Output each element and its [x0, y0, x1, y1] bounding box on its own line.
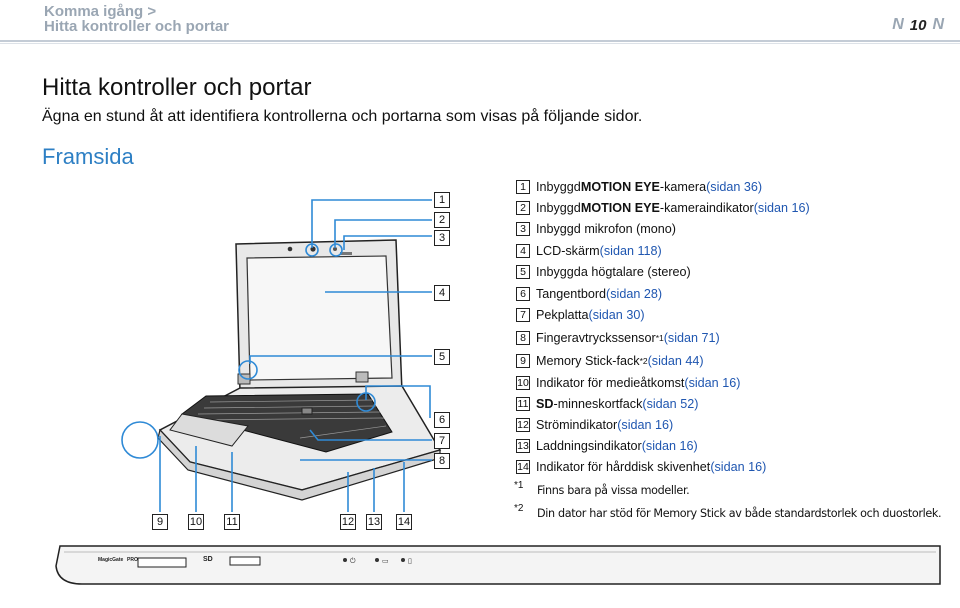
item-number-badge: 13 — [517, 439, 529, 452]
item-number-badge: 14 — [517, 460, 529, 473]
item-number-badge: 1 — [516, 180, 530, 194]
item-number-badge: 8 — [516, 331, 530, 345]
callout-13: 13 — [367, 516, 381, 528]
page-reference-link[interactable]: (sidan 36) — [706, 180, 763, 194]
item-label: -minneskortfack — [553, 397, 643, 411]
breadcrumb-parent[interactable]: Komma igång > — [44, 3, 157, 20]
item-label: Fingeravtryckssensor — [536, 331, 656, 345]
footnote-marker: *1 — [514, 480, 524, 491]
footnote-marker: *2 — [514, 503, 524, 514]
page-reference-link[interactable]: (sidan 16) — [617, 418, 674, 432]
callout-8: 8 — [434, 453, 450, 469]
page-reference-link[interactable]: (sidan 16) — [641, 439, 698, 453]
page-reference-link[interactable]: (sidan 16) — [684, 376, 741, 390]
svg-text:▭: ▭ — [382, 557, 389, 565]
breadcrumb-current: Hitta kontroller och portar — [44, 18, 230, 35]
component-list-item — [516, 263, 691, 281]
item-label: Pekplatta — [536, 308, 589, 322]
component-list-item — [516, 374, 740, 392]
component-list-item — [516, 242, 662, 260]
callout-14: 14 — [397, 516, 411, 528]
component-list-item — [516, 416, 673, 434]
component-list-item — [516, 395, 698, 413]
item-label: Memory Stick-fack — [536, 354, 640, 368]
pro-label: PRO — [127, 557, 138, 563]
callout-10: 10 — [189, 516, 203, 528]
item-text-bold: SD — [536, 397, 554, 411]
page-reference-link[interactable]: (sidan 118) — [599, 244, 662, 258]
callout-4: 4 — [434, 285, 450, 301]
page-reference-link[interactable]: (sidan 52) — [642, 397, 699, 411]
footnote-text: Din dator har stöd för Memory Stick av både standardstorlek och duostorlek. — [537, 507, 942, 520]
item-label: Strömindikator — [536, 418, 618, 432]
component-list-item — [516, 178, 762, 196]
laptop-base — [158, 372, 440, 500]
footnote-text: Finns bara på vissa modeller. — [537, 484, 690, 497]
sd-logo-label: SD — [203, 556, 213, 563]
item-number-badge: 6 — [516, 287, 530, 301]
item-number-badge: 5 — [516, 265, 530, 279]
item-label: Inbyggd mikrofon (mono) — [536, 222, 676, 236]
laptop-lid — [236, 240, 402, 392]
component-list-item: 8 Fingeravtryckssensor *1 (sidan 71) — [516, 329, 720, 347]
callout-7: 7 — [434, 433, 450, 449]
page-number: 10 — [909, 16, 927, 34]
component-list-item — [516, 285, 662, 303]
item-label: LCD-skärm — [536, 244, 600, 258]
svg-text:⏻: ⏻ — [350, 557, 356, 565]
item-number-badge: 12 — [517, 418, 529, 431]
item-text-prefix: Inbyggd — [536, 180, 581, 194]
next-page-arrow-icon[interactable]: N — [932, 16, 944, 33]
item-label: Laddningsindikator — [536, 439, 642, 453]
page-reference-link[interactable]: (sidan 28) — [606, 287, 663, 301]
svg-text:▯: ▯ — [408, 557, 412, 565]
item-text-bold: MOTION EYE — [580, 180, 660, 194]
intro-text: Ägna en stund åt att identifiera kontrollerna och portarna som visas på följande sidor. — [42, 108, 643, 125]
page-reference-link[interactable]: (sidan 30) — [588, 308, 645, 322]
item-number-badge: 4 — [516, 244, 530, 258]
callout-1: 1 — [434, 192, 450, 208]
component-list-item: 9 Memory Stick-fack *2 (sidan 44) — [516, 352, 704, 370]
item-number-badge: 9 — [516, 354, 530, 368]
page-reference-link[interactable]: (sidan 71) — [663, 331, 720, 345]
laptop-front-edge — [56, 546, 940, 584]
item-number-badge: 10 — [517, 376, 529, 389]
item-label: -kamera — [659, 180, 707, 194]
section-heading: Framsida — [42, 144, 134, 169]
magicgate-label: MagicGate — [98, 557, 124, 563]
item-text-prefix: Inbyggd — [536, 201, 581, 215]
component-list-item — [516, 437, 698, 455]
callout-9: 9 — [152, 514, 168, 530]
component-list-item — [516, 199, 810, 217]
item-number-badge: 11 — [517, 397, 529, 410]
callout-5: 5 — [434, 349, 450, 365]
component-list-item — [516, 306, 645, 324]
page-reference-link[interactable]: (sidan 16) — [710, 460, 767, 474]
page-title: Hitta kontroller och portar — [42, 74, 312, 101]
callout-2: 2 — [434, 212, 450, 228]
item-number-badge: 7 — [516, 308, 530, 322]
item-label: Indikator för hårddisk skivenhet — [536, 460, 711, 474]
callout-11: 11 — [224, 514, 240, 530]
item-label: -kameraindikator — [659, 201, 754, 215]
item-label: Inbyggda högtalare (stereo) — [536, 265, 691, 279]
component-list-item — [516, 458, 766, 476]
page-reference-link[interactable]: (sidan 16) — [753, 201, 810, 215]
item-number-badge: 2 — [516, 201, 530, 215]
callout-3: 3 — [434, 230, 450, 246]
item-text-bold: MOTION EYE — [580, 201, 660, 215]
component-list-item — [516, 220, 676, 238]
callout-6: 6 — [434, 412, 450, 428]
previous-page-arrow-icon[interactable]: N — [892, 16, 904, 33]
callout-12: 12 — [341, 516, 355, 528]
page-reference-link[interactable]: (sidan 44) — [647, 354, 704, 368]
item-number-badge: 3 — [516, 222, 530, 236]
item-label: Indikator för medieåtkomst — [536, 376, 685, 390]
item-label: Tangentbord — [536, 287, 607, 301]
